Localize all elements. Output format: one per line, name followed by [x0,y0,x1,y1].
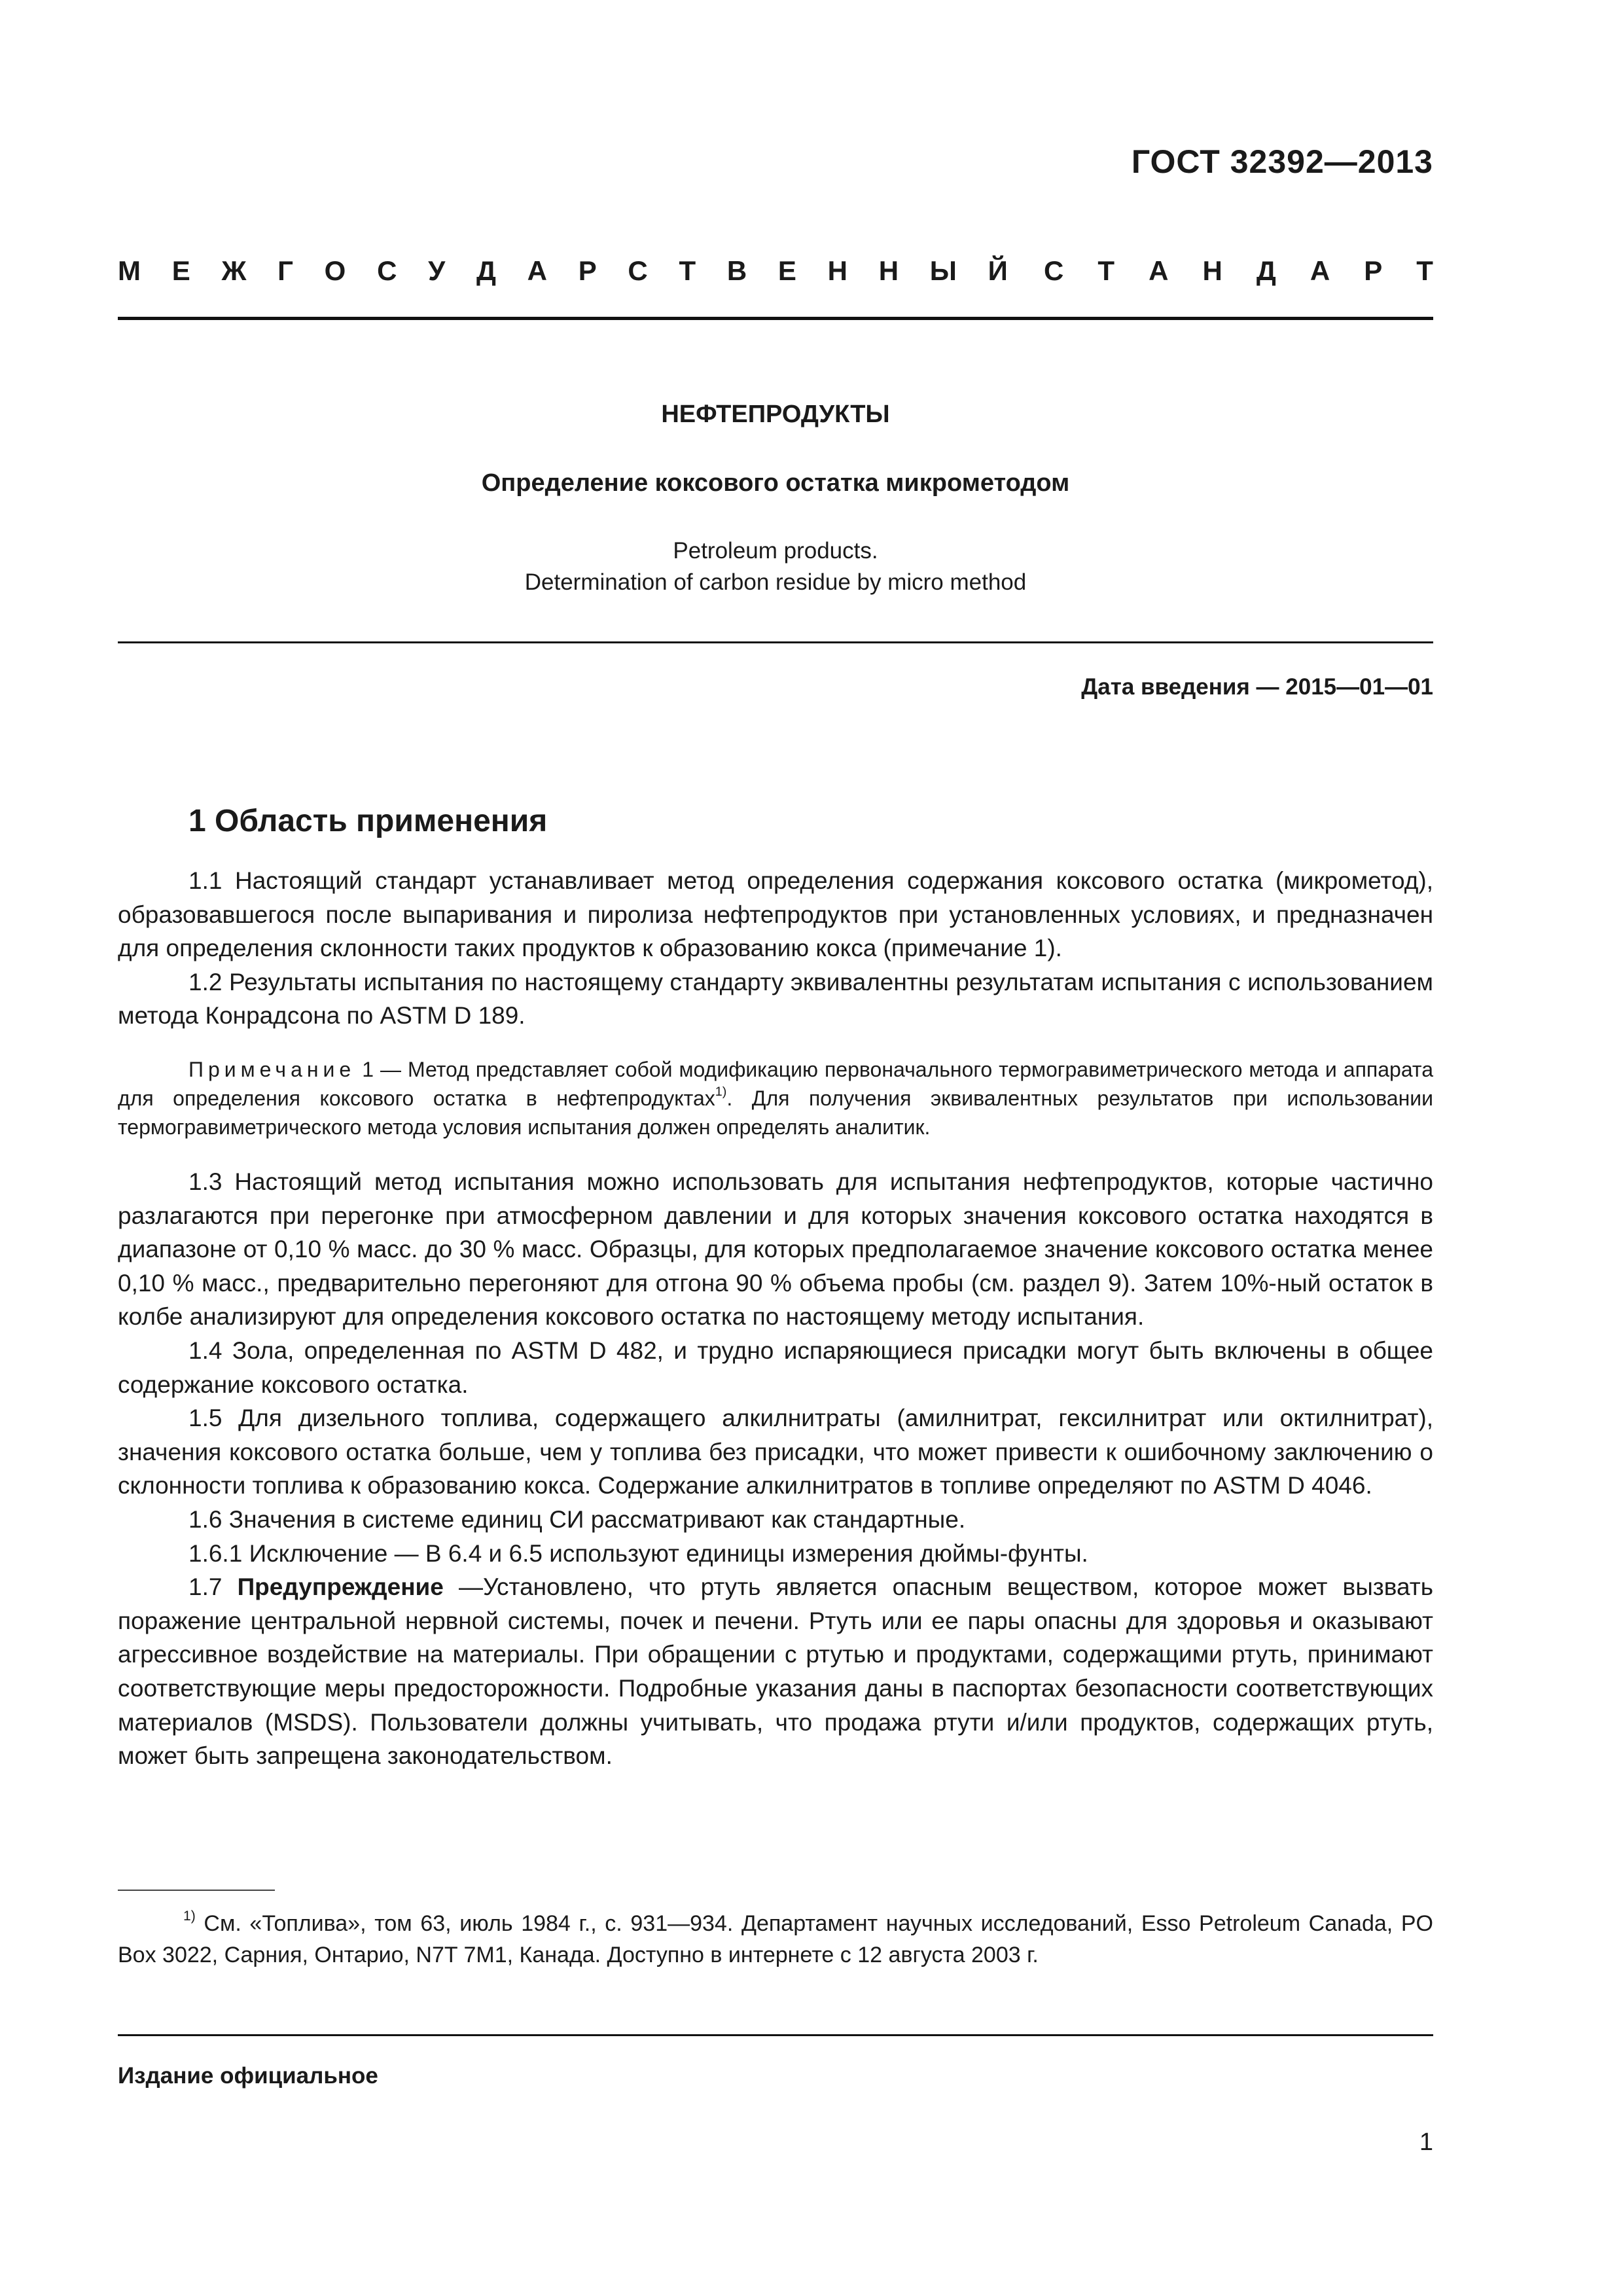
warning-label: Предупреждение [237,1573,444,1601]
note-text-after-ref: . Для получения эквивалентных результатов при использовании термогравиметрического метода условия испытания должен определять аналитик. [118,1086,1434,1139]
heading-letter: Ы [929,255,957,286]
paragraph-1-5: 1.5 Для дизельного топлива, содержащего алкилнитраты (амилнитрат, гексилнитрат или октилнитрат), значения коксового остатка больше, чем у топлива без присадки, что может привести к ошибочному заключению о склонности топлива к образованию кокса. Содержание алкилнитратов в топливе определяют по ASTM D 4046. [118,1405,1433,1499]
section-text-part-1 [118,864,1433,1033]
warning-text: —Установлено, что ртуть является опасным веществом, которое может вызвать поражение центральной нервной системы, почек и печени. Ртуть или ее пары опасны для здоровья и оказывают агрессивное воздействие на материалы. При обращении с ртутью и продуктами, содержащими ртуть, принимают соответствующие меры предосторожности. Подробные указания даны в паспортах безопасности соответствующих материалов (MSDS). Пользователи должны учитывать, что продажа ртути и/или продуктов, содержащих ртуть, может быть запрещена законодательством. [118,1573,1433,1770]
heading-letter: С [377,255,397,286]
introduction-date: Дата введения — 2015—01—01 [1081,674,1433,700]
paragraph-1-1: 1.1 Настоящий стандарт устанавливает метод определения содержания коксового остатка (микрометод), образовавшегося после выпаривания и пиролиза нефтепродуктов при установленных условиях, и предназначен для определения склонности таких продуктов к образованию кокса (примечание 1). [118,867,1433,962]
heading-letter: М [118,255,141,286]
note-label: Примечание [188,1058,356,1081]
footnote-text: См. «Топлива», том 63, июль 1984 г., с. 931—934. Департамент научных исследований, Esso Petroleum Canada, PO Box 3022, Сарния, Онтарио, N7T 7M1, Канада. Доступно в интернете с 12 августа 2003 г. [118,1911,1433,1967]
heading-letter: Н [878,255,899,286]
heading-letter: Т [679,255,696,286]
english-title [118,535,1433,598]
title-divider [118,641,1433,643]
heading-letter: Т [1416,255,1433,286]
footer-divider [118,2034,1433,2036]
heading-letter: Д [476,255,496,286]
heading-letter: С [1044,255,1064,286]
heading-letter: Е [171,255,190,286]
heading-letter: А [1149,255,1169,286]
warning-number: 1.7 [188,1573,238,1601]
heading-letter: Е [777,255,796,286]
paragraph-1-2: 1.2 Результаты испытания по настоящему стандарту эквивалентны результатам испытания с использованием метода Конрадсона по ASTM D 189. [118,968,1433,1030]
footnote-marker: 1) [183,1909,196,1924]
header-divider [118,317,1433,320]
heading-letter: Т [1097,255,1115,286]
heading-letter: Й [988,255,1008,286]
paragraph-1-4: 1.4 Зола, определенная по ASTM D 482, и трудно испаряющиеся присадки могут быть включены в общее содержание коксового остатка. [118,1336,1433,1398]
heading-letter: Н [1202,255,1222,286]
standard-type-word-1 [118,255,1008,287]
heading-letter: В [726,255,747,286]
note-number: 1 — [355,1058,408,1081]
heading-letter: Ж [221,255,247,286]
footnote-reference: 1) [715,1085,727,1100]
heading-letter: А [527,255,547,286]
heading-letter: Д [1256,255,1276,286]
heading-letter: Р [1364,255,1383,286]
note-text-before-ref: Метод представляет собой модификацию первоначального термогравиметрического метода и аппарата для определения коксового остатка в нефтепродуктах [118,1058,1434,1110]
english-title-line-2: Determination of carbon residue by micro method [524,569,1027,595]
page-number: 1 [1419,2128,1433,2156]
section-text-part-2 [118,1165,1433,1773]
paragraph-1-7-warning [118,1570,1433,1773]
paragraph-1-6-1: 1.6.1 Исключение — В 6.4 и 6.5 используют единицы измерения дюймы-фунты. [188,1539,1088,1567]
official-edition-label: Издание официальное [118,2063,378,2089]
heading-letter: Г [277,255,293,286]
paragraph-1-3: 1.3 Настоящий метод испытания можно использовать для испытания нефтепродуктов, которые частично разлагаются при перегонке при атмосферном давлении и для которых значения коксового остатка находятся в диапазоне от 0,10 % масс. до 30 % масс. Образцы, для которых предполагаемое значение коксового остатка менее 0,10 % масс., предварительно перегоняют для отгона 90 % объема пробы (см. раздел 9). Затем 10%-ный остаток в колбе анализируют для определения коксового остатка по настоящему методу испытания. [118,1168,1433,1331]
paragraph-1-6: 1.6 Значения в системе единиц СИ рассматривают как стандартные. [188,1505,966,1533]
standard-type-heading [118,255,1433,287]
note-1 [118,1055,1433,1141]
heading-letter: У [428,255,446,286]
document-title: НЕФТЕПРОДУКТЫ [661,401,890,428]
heading-letter: С [628,255,648,286]
heading-letter: А [1310,255,1330,286]
document-subtitle: Определение коксового остатка микрометодом [481,469,1070,497]
heading-letter: Н [827,255,847,286]
english-title-line-1: Petroleum products. [673,538,878,564]
standard-type-word-2 [1044,255,1433,287]
footnote [118,1908,1433,1971]
heading-letter: Р [578,255,597,286]
standard-number: ГОСТ 32392—2013 [1131,143,1433,180]
section-title: 1 Область применения [188,804,548,838]
footnote-separator [118,1890,275,1891]
heading-letter: О [324,255,346,286]
